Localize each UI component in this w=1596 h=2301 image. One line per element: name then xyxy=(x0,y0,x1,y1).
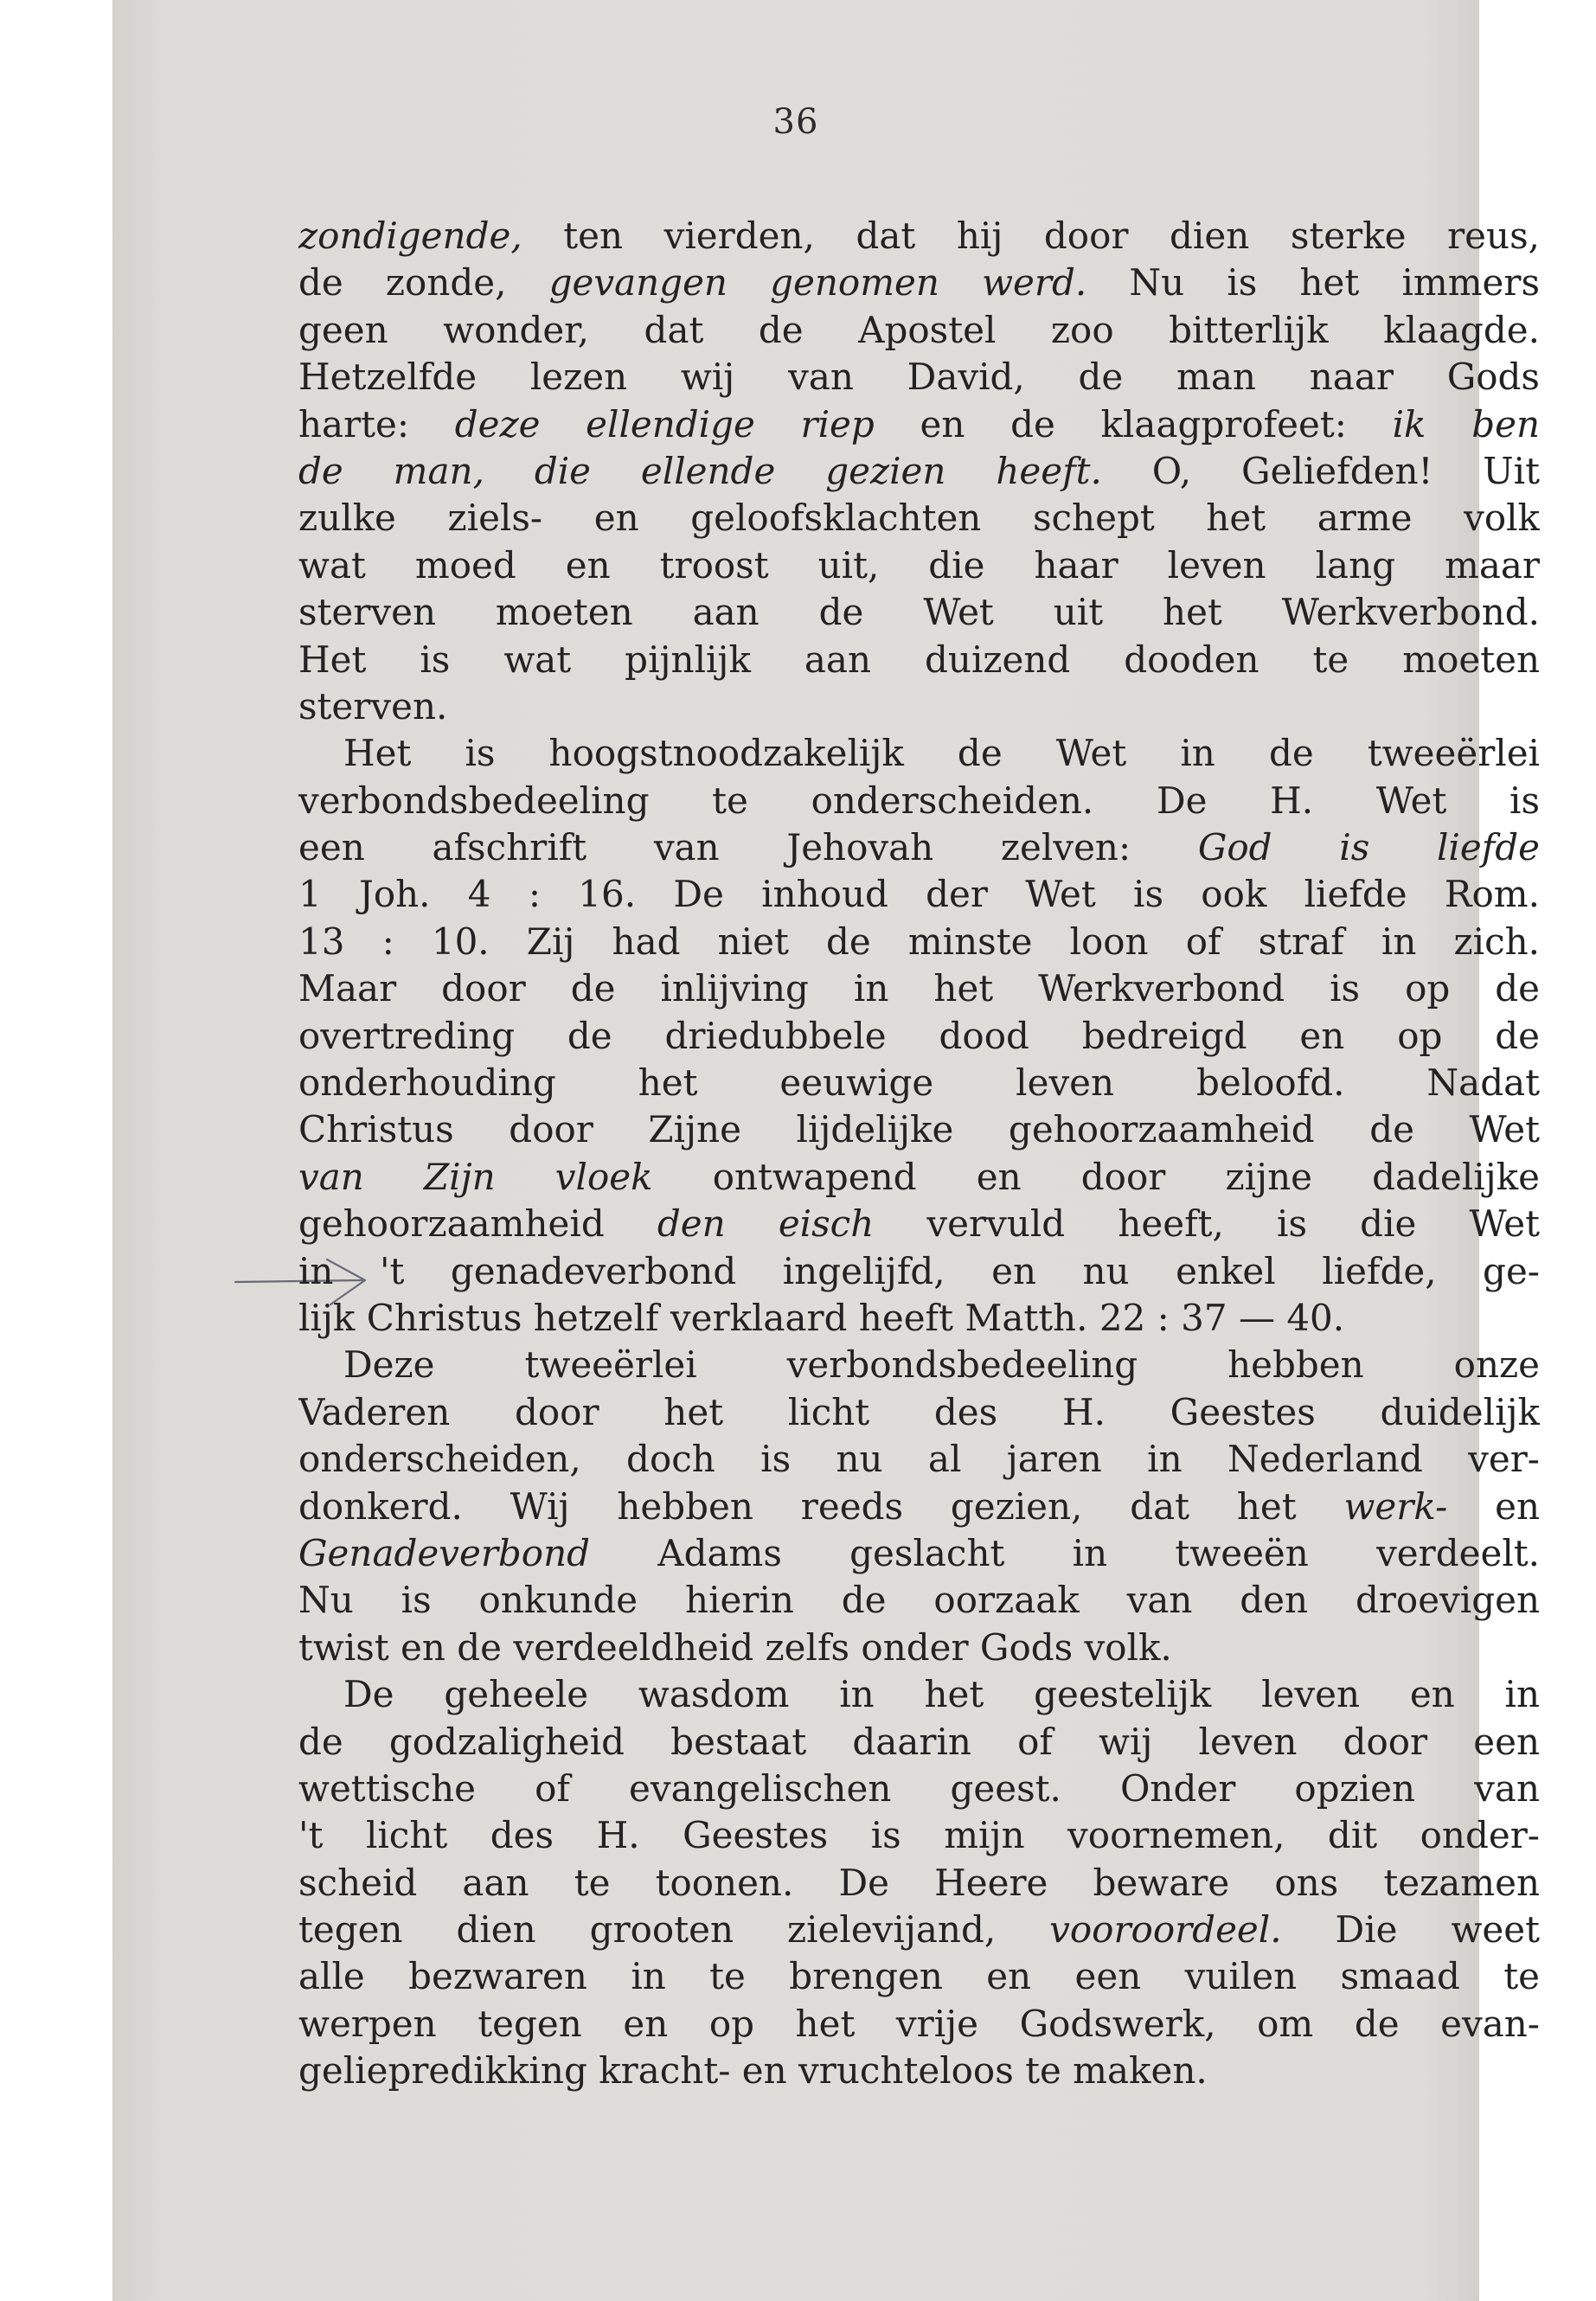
italic-text: den eisch xyxy=(657,1202,875,1246)
text-segment: wettische of evangelischen geest. Onder opzien van xyxy=(298,1766,1540,1810)
text-line xyxy=(298,778,1540,824)
text-line xyxy=(298,1248,1540,1295)
text-segment: harte: xyxy=(298,402,455,445)
text-line xyxy=(298,1577,1540,1624)
body-text xyxy=(298,213,1540,2095)
text-segment: Nu is het immers xyxy=(1086,261,1540,304)
text-line xyxy=(298,824,1540,871)
text-segment: zulke ziels- en geloofsklachten schept het arme volk xyxy=(298,497,1540,540)
text-line xyxy=(298,401,1540,448)
text-segment: werpen tegen en op het vrije Godswerk, om de evan- xyxy=(298,2002,1540,2045)
italic-text: werk- xyxy=(1343,1484,1448,1528)
italic-text: Genadeverbond xyxy=(298,1531,591,1574)
italic-text: God is liefde xyxy=(1197,826,1540,869)
text-segment: verbondsbedeeling te onderscheiden. De H. Wet is xyxy=(298,779,1540,822)
text-line xyxy=(298,2048,1540,2094)
text-segment: De geheele wasdom in het geestelijk leven en in xyxy=(343,1673,1540,1716)
text-line xyxy=(298,1295,1540,1342)
text-line xyxy=(298,1060,1540,1106)
text-segment: Deze tweeërlei verbondsbedeeling hebben onze xyxy=(343,1343,1540,1387)
italic-text: ik ben xyxy=(1392,402,1540,445)
text-segment: 't licht des H. Geestes is mijn voornemen, dit onder- xyxy=(298,1814,1540,1857)
italic-text: deze ellendige riep xyxy=(454,402,875,445)
text-segment: de zonde, xyxy=(298,261,549,304)
text-segment: geliepredikking kracht- en vruchteloos te maken. xyxy=(298,2049,1208,2093)
text-segment: ontwapend en door zijne dadelijke xyxy=(652,1155,1540,1198)
text-line xyxy=(298,1907,1540,1953)
text-line xyxy=(298,1484,1540,1530)
text-segment: de godzaligheid bestaat daarin of wij leven door een xyxy=(298,1720,1540,1763)
text-line xyxy=(298,730,1540,777)
text-segment: Christus door Zijne lijdelijke gehoorzaamheid de Wet xyxy=(298,1108,1540,1151)
text-segment: gehoorzaamheid xyxy=(298,1202,657,1246)
text-line xyxy=(298,1436,1540,1483)
text-line xyxy=(298,307,1540,354)
text-segment: Nu is onkunde hierin de oorzaak van den droevigen xyxy=(298,1579,1540,1622)
text-segment: alle bezwaren in te brengen en een vuilen smaad te xyxy=(298,1955,1540,1998)
text-line xyxy=(298,683,1540,730)
italic-text: de man, die ellende gezien heeft. xyxy=(298,449,1102,492)
text-line xyxy=(298,965,1540,1012)
text-line xyxy=(298,448,1540,495)
text-line xyxy=(298,1812,1540,1859)
text-segment: geen wonder, dat de Apostel zoo bitterlijk klaagde. xyxy=(298,308,1540,351)
text-line xyxy=(298,1201,1540,1247)
text-line xyxy=(298,1106,1540,1153)
text-line xyxy=(298,2001,1540,2048)
text-line xyxy=(298,213,1540,260)
text-segment: Die weet xyxy=(1281,1908,1540,1952)
text-line xyxy=(298,919,1540,965)
text-segment: 13 : 10. Zij had niet de minste loon of straf in zich. xyxy=(298,920,1540,963)
italic-text: van Zijn vloek xyxy=(298,1155,653,1198)
text-segment: onderscheiden, doch is nu al jaren in Nederland ver- xyxy=(298,1438,1540,1481)
text-segment: en de klaagprofeet: xyxy=(874,402,1393,445)
text-line xyxy=(298,1625,1540,1671)
text-line xyxy=(298,871,1540,918)
text-line xyxy=(298,354,1540,401)
text-segment: in 't genadeverbond ingelijfd, en nu enkel liefde, ge- xyxy=(298,1249,1540,1292)
text-line xyxy=(298,1389,1540,1436)
text-line xyxy=(298,1154,1540,1201)
text-line xyxy=(298,1342,1540,1388)
text-segment: ten vierden, dat hij door dien sterke reus, xyxy=(522,215,1540,257)
text-segment: twist en de verdeeldheid zelfs onder Gods volk. xyxy=(298,1625,1172,1669)
text-line xyxy=(298,589,1540,636)
book-page xyxy=(112,0,1540,2301)
page-number: 36 xyxy=(772,102,819,142)
text-segment: overtreding de driedubbele dood bedreigd en op de xyxy=(298,1014,1540,1057)
text-segment: lijk Christus hetzelf verklaard heeft Matth. 22 : 37 — 40. xyxy=(298,1296,1345,1339)
text-segment: sterven moeten aan de Wet uit het Werkverbond. xyxy=(298,591,1540,634)
text-line xyxy=(298,495,1540,542)
text-line xyxy=(298,1766,1540,1812)
text-segment: en xyxy=(1447,1484,1540,1528)
text-segment: wat moed en troost uit, die haar leven lang maar xyxy=(298,543,1540,586)
text-segment: sterven. xyxy=(298,684,448,727)
italic-text: vooroordeel. xyxy=(1049,1908,1282,1952)
text-segment: vervuld heeft, is die Wet xyxy=(874,1202,1540,1246)
text-line xyxy=(298,1953,1540,2000)
text-segment: onderhouding het eeuwige leven beloofd. Nadat xyxy=(298,1061,1540,1105)
text-line xyxy=(298,637,1540,683)
text-line xyxy=(298,1013,1540,1060)
italic-text: gevangen genomen werd. xyxy=(548,261,1087,304)
text-segment: donkerd. Wij hebben reeds gezien, dat het xyxy=(298,1484,1344,1528)
text-line xyxy=(298,1860,1540,1907)
text-segment: 1 Joh. 4 : 16. De inhoud der Wet is ook liefde Rom. xyxy=(298,873,1540,916)
text-line xyxy=(298,260,1540,306)
text-line xyxy=(298,1719,1540,1766)
text-segment: Het is hoogstnoodzakelijk de Wet in de tweeërlei xyxy=(343,732,1540,775)
text-line xyxy=(298,542,1540,589)
text-line xyxy=(298,1530,1540,1577)
text-segment: Adams geslacht in tweeën verdeelt. xyxy=(590,1531,1540,1574)
text-segment: Hetzelfde lezen wij van David, de man naar Gods xyxy=(298,356,1540,399)
italic-text: zondigende, xyxy=(298,215,522,257)
text-segment: Maar door de inlijving in het Werkverbond is op de xyxy=(298,967,1540,1010)
text-segment: Het is wat pijnlijk aan duizend dooden te moeten xyxy=(298,638,1540,681)
text-segment: scheid aan te toonen. De Heere beware ons tezamen xyxy=(298,1861,1540,1904)
text-segment: tegen dien grooten zielevijand, xyxy=(298,1908,1050,1952)
text-segment: O, Geliefden! Uit xyxy=(1101,449,1540,492)
text-segment: een afschrift van Jehovah zelven: xyxy=(298,826,1198,869)
text-segment: Vaderen door het licht des H. Geestes duidelijk xyxy=(298,1390,1540,1433)
text-line xyxy=(298,1671,1540,1718)
